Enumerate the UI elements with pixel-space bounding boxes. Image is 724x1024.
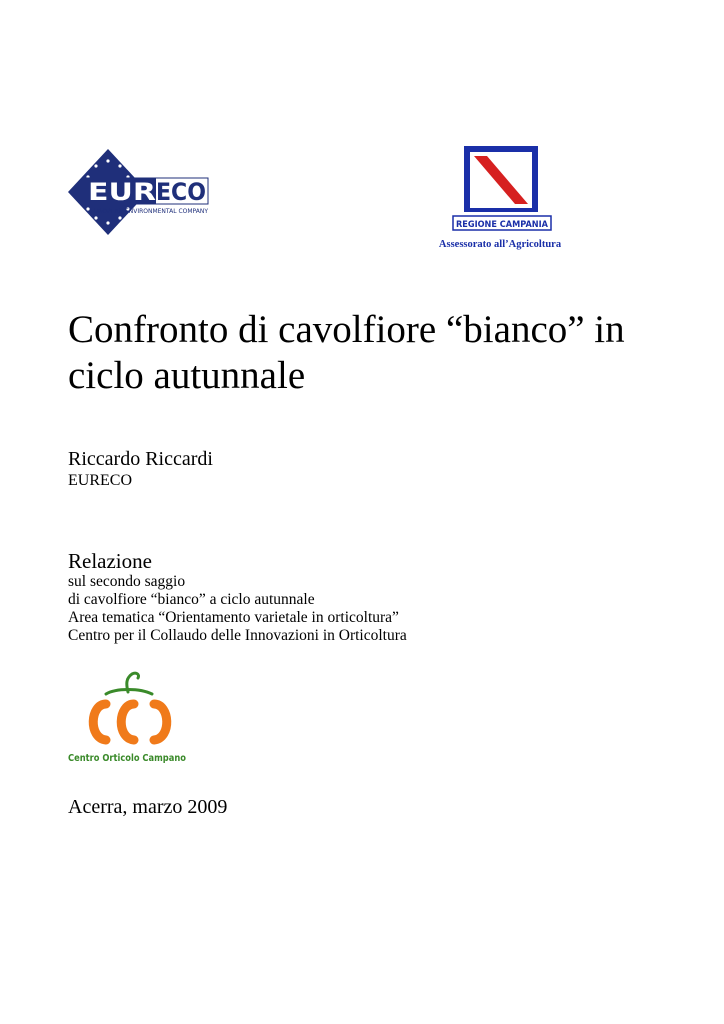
document-title: [68, 307, 668, 399]
relazione-line: Centro per il Collaudo delle Innovazioni in Orticoltura: [68, 627, 407, 644]
relazione-line: sul secondo saggio: [68, 573, 186, 590]
title-line-2: ciclo autunnale: [68, 354, 306, 397]
centro-orticolo-label: Centro Orticolo Campano: [68, 753, 187, 764]
centro-orticolo-campano-logo: [66, 668, 191, 768]
relazione-line: Area tematica “Orientamento varietale in orticoltura”: [68, 609, 399, 626]
svg-text:ECO: ECO: [156, 178, 206, 206]
author-name: Riccardo Riccardi: [68, 448, 213, 470]
title-line-1: Confronto di cavolfiore “bianco” in: [68, 308, 625, 351]
relazione-line: di cavolfiore “bianco” a ciclo autunnale: [68, 591, 315, 608]
eureco-logo: [68, 147, 210, 237]
campania-label: REGIONE CAMPANIA: [456, 220, 549, 230]
regione-campania-logo: [452, 144, 552, 240]
relazione-description: [68, 573, 407, 645]
place-date: Acerra, marzo 2009: [68, 796, 228, 818]
svg-text:EUR: EUR: [88, 178, 156, 206]
assessorato-subtitle: Assessorato all’Agricoltura: [438, 239, 562, 250]
relazione-heading: Relazione: [68, 549, 152, 573]
eureco-tagline: EUROPEAN ENVIRONMENTAL COMPANY: [90, 208, 209, 215]
author-organization: EURECO: [68, 472, 132, 489]
